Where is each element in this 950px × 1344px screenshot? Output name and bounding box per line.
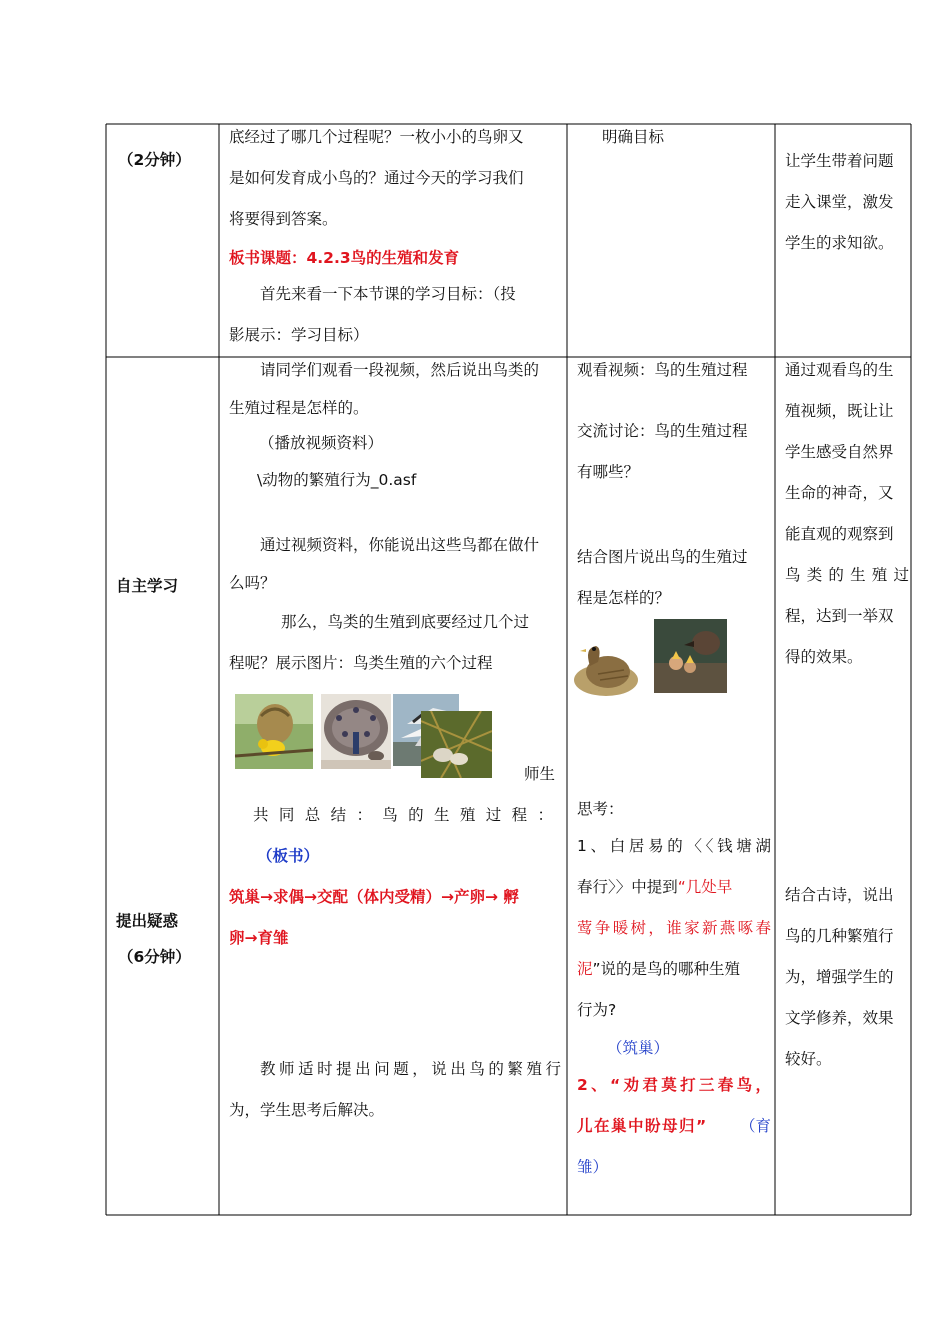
text-line: 师生 <box>523 765 555 783</box>
board-tag: （板书） <box>257 847 320 865</box>
text-line: 春行〉〉中提到 <box>577 878 678 896</box>
text-line: 较好。 <box>785 1050 832 1068</box>
text-line: 有哪些？ <box>577 463 640 481</box>
text-line: 影展示：学习目标） <box>229 326 369 344</box>
text-line: 生命的神奇，又 <box>785 484 894 502</box>
text-line: 程，达到一举双 <box>785 607 894 625</box>
stage-self-study: 自主学习 <box>116 577 179 595</box>
teacher-activity-intro <box>229 117 561 356</box>
text-line: 是如何发育成小鸟的？通过今天的学习我们 <box>229 169 524 187</box>
text-line: 1、白居易的〈〈钱塘湖 <box>577 837 771 855</box>
poem-quote: “几处早 <box>677 878 733 896</box>
text-line: （播放视频资料） <box>259 434 384 452</box>
text-line: 文学修养，效果 <box>785 1009 894 1027</box>
board-title: 板书课题：4.2.3鸟的生殖和发育 <box>229 249 460 267</box>
stage-time-3: （6分钟） <box>118 948 191 966</box>
text-line: 通过观看鸟的生 <box>785 361 894 379</box>
text-line: 请同学们观看一段视频，然后说出鸟类的 <box>260 361 540 379</box>
text-line: 么吗？ <box>229 574 276 592</box>
teacher-show-images <box>229 602 561 684</box>
text-line: 交流讨论：鸟的生殖过程 <box>577 422 748 440</box>
poem-quote-2: 2、“劝君莫打三春鸟， <box>577 1076 771 1094</box>
reproduction-flow-line2: 卵→育雏 <box>229 929 289 947</box>
poem-quote-2: 儿在巢中盼母归” <box>577 1117 708 1135</box>
text-line: 通过视频资料，你能说出这些鸟都在做什 <box>260 536 540 554</box>
design-intent-1 <box>785 141 909 264</box>
text-line: 程是怎样的？ <box>577 589 671 607</box>
answer-nest: （筑巢） <box>607 1039 670 1057</box>
text-line: 思考： <box>577 800 624 818</box>
text-line: 为，学生思考后解决。 <box>229 1101 385 1119</box>
stage-raise-questions: 提出疑惑 <box>116 912 179 930</box>
text-line: 让学生带着问题 <box>785 152 894 170</box>
answer-brooding: 雏） <box>577 1158 609 1176</box>
reproduction-flow-line1: 筑巢→求偶→交配（体内受精）→产卵→ 孵 <box>229 888 519 906</box>
text-line: 观看视频：鸟的生殖过程 <box>577 361 748 379</box>
text-line: 走入课堂，激发 <box>785 193 894 211</box>
text-line: 生殖过程是怎样的。 <box>229 399 369 417</box>
text-line <box>577 1106 771 1147</box>
text-line: 行为? <box>577 1001 617 1019</box>
text-line: 殖视频，既让让 <box>785 402 894 420</box>
design-intent-3 <box>785 875 909 1080</box>
text-line: 学生的求知欲。 <box>785 234 894 252</box>
text-line: 得的效果。 <box>785 648 863 666</box>
text-line: 教师适时提出问题，说出鸟的繁殖行 <box>260 1060 561 1078</box>
chicks-feeding-image <box>654 619 727 693</box>
student-thinking <box>577 792 771 1188</box>
text-line: 结合图片说出鸟的生殖过 <box>577 548 748 566</box>
teacher-summary <box>229 754 561 959</box>
teacher-problem-solving <box>229 1049 561 1131</box>
text-line: 结合古诗，说出 <box>785 886 894 904</box>
teacher-activity-video <box>229 350 561 501</box>
video-file-link[interactable]: \动物的繁殖行为_0.asf <box>257 471 417 489</box>
text-line: 能直观的观察到 <box>785 525 894 543</box>
design-intent-2 <box>785 350 909 678</box>
text-line: 鸟的几种繁殖行 <box>785 927 894 945</box>
text-line <box>577 949 771 990</box>
hen-incubating-image <box>568 636 642 702</box>
student-activity <box>577 350 771 619</box>
poem-quote: 泥 <box>577 960 593 978</box>
text-line: ”说的是鸟的哪种生殖 <box>592 960 741 978</box>
text-line: 共同总结：鸟的生殖过程： <box>253 806 553 824</box>
text-line: 将要得到答案。 <box>229 210 338 228</box>
text-line: 那么，鸟类的生殖到底要经过几个过 <box>281 613 530 631</box>
stage-time-1: （2分钟） <box>118 151 191 169</box>
answer-brooding: （育 <box>739 1117 771 1135</box>
text-line: 首先来看一下本节课的学习目标：（投 <box>260 285 516 303</box>
teacher-question-video <box>229 525 561 604</box>
text-line: 底经过了哪几个过程呢？一枚小小的鸟卵又 <box>229 128 524 146</box>
poem-quote: 莺争暖树，谁家新燕啄春 <box>577 919 771 937</box>
text-line: 为，增强学生的 <box>785 968 894 986</box>
text-line: 程呢？展示图片：鸟类生殖的六个过程 <box>229 654 493 672</box>
student-activity-goal: 明确目标 <box>602 128 665 146</box>
text-line <box>577 867 771 908</box>
text-line: 学生感受自然界 <box>785 443 894 461</box>
text-line: 鸟类的生殖过 <box>785 566 909 584</box>
